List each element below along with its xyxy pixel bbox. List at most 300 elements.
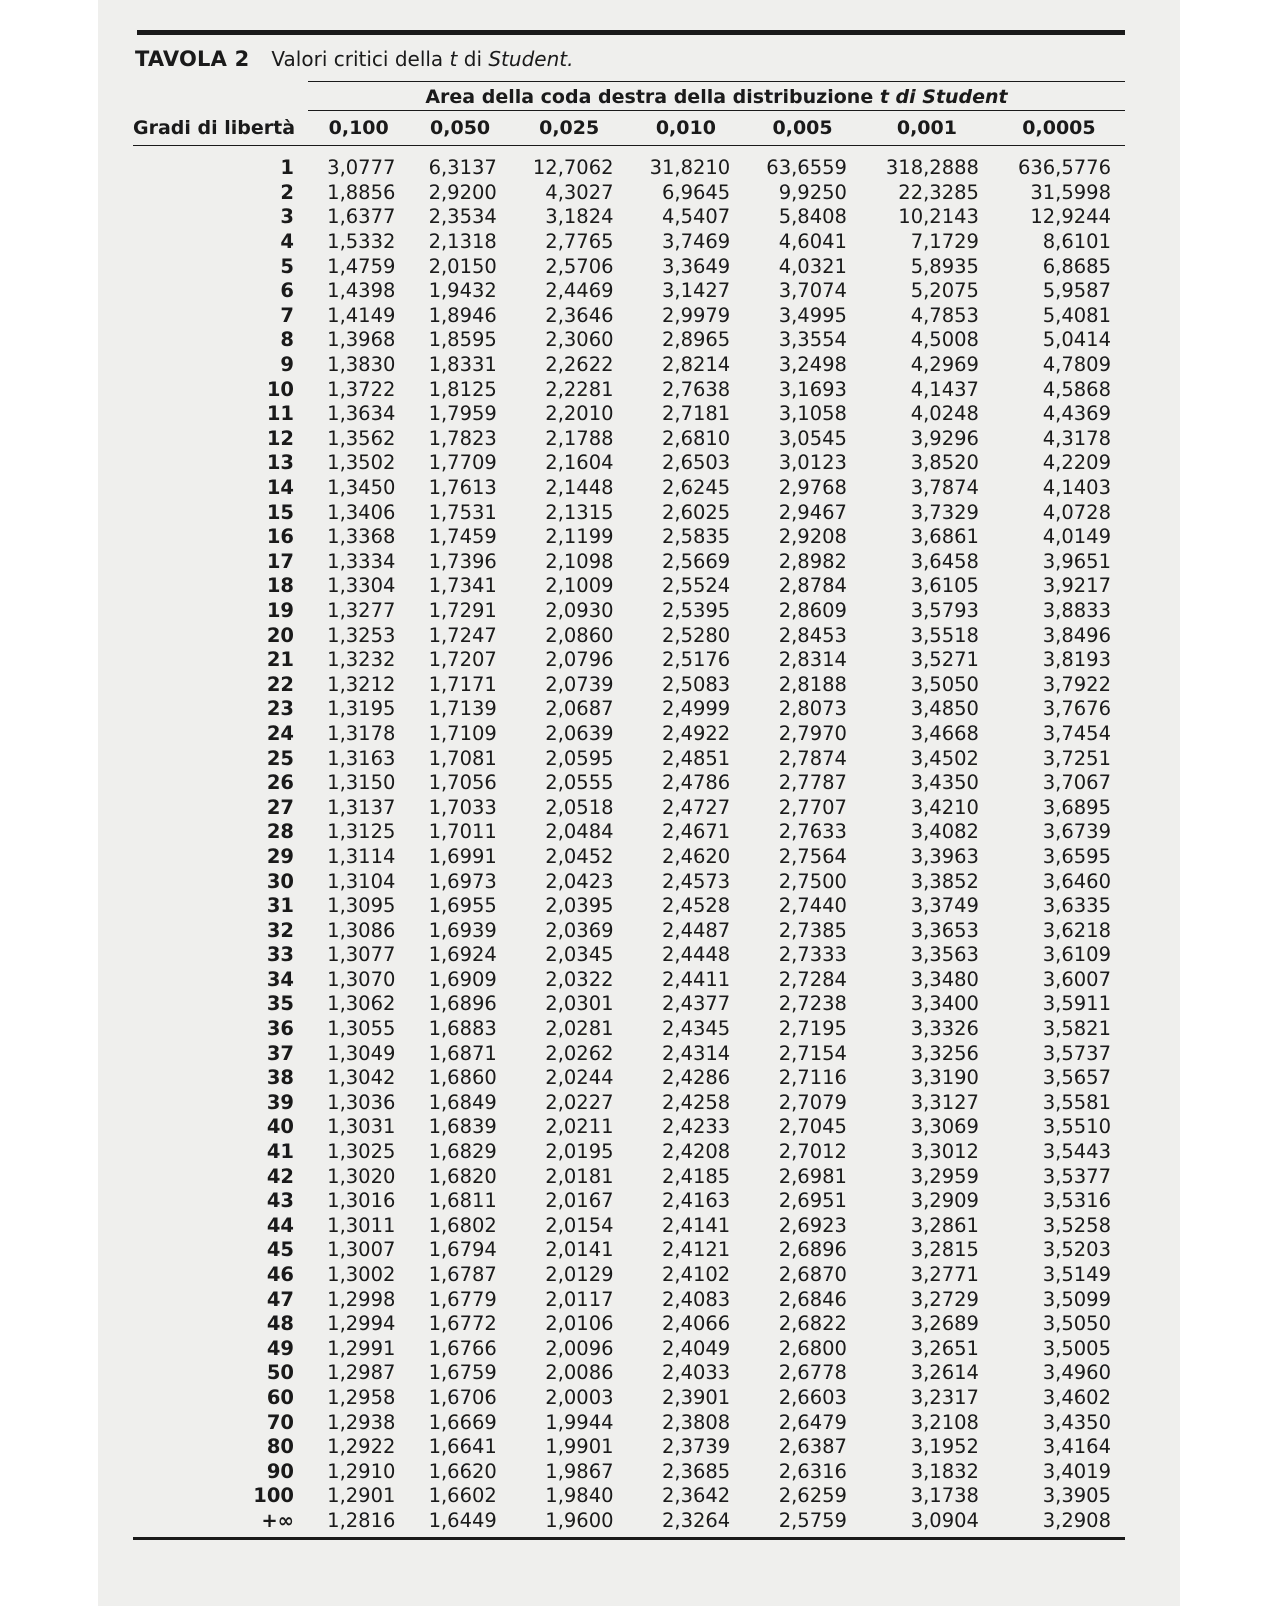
degrees-of-freedom-cell: 1 [280, 156, 294, 180]
critical-value-cell: 2,4083 [661, 1287, 731, 1311]
critical-value-cell: 3,4082 [910, 820, 979, 844]
critical-value-cell: 4,3178 [1042, 426, 1111, 450]
critical-value-cell: 3,3963 [910, 844, 979, 868]
critical-value-cell: 2,0106 [545, 1312, 614, 1336]
degrees-of-freedom-cell: 26 [266, 771, 294, 795]
critical-value-cell: 2,6387 [778, 1435, 847, 1459]
critical-value-cell: 4,1437 [910, 377, 979, 401]
table-row [133, 968, 1125, 993]
table-row [133, 697, 1125, 722]
degrees-of-freedom-cell: 31 [266, 894, 294, 918]
critical-value-cell: 2,4411 [661, 967, 731, 991]
critical-value-cell: 1,3253 [327, 623, 396, 647]
critical-value-cell: 5,8408 [778, 205, 847, 229]
degrees-of-freedom-cell: 10 [266, 377, 294, 401]
critical-value-cell: 2,5669 [661, 549, 731, 573]
critical-value-cell: 2,6503 [661, 451, 731, 475]
degrees-of-freedom-cell: 28 [266, 820, 294, 844]
critical-value-cell: 1,3031 [327, 1115, 396, 1139]
degrees-of-freedom-cell: 20 [266, 623, 294, 647]
critical-value-cell: 3,1058 [778, 402, 847, 426]
degrees-of-freedom-cell: 8 [280, 328, 294, 352]
critical-value-cell: 3,6335 [1042, 894, 1111, 918]
critical-value-cell: 2,8453 [778, 623, 847, 647]
critical-value-cell: 1,9432 [428, 279, 497, 303]
table-number: TAVOLA 2 [135, 47, 250, 71]
critical-value-cell: 1,7081 [428, 746, 497, 770]
critical-value-cell: 2,4345 [661, 1017, 731, 1041]
critical-value-cell: 2,6316 [778, 1459, 847, 1483]
critical-value-cell: 3,3400 [910, 992, 979, 1016]
critical-value-cell: 4,5008 [910, 328, 979, 352]
critical-value-cell: 2,9208 [778, 525, 847, 549]
critical-value-cell: 2,7116 [778, 1066, 847, 1090]
critical-value-cell: 1,3070 [327, 967, 396, 991]
degrees-of-freedom-cell: 34 [266, 967, 294, 991]
table-row [133, 402, 1125, 427]
degrees-of-freedom-cell: 11 [266, 402, 294, 426]
critical-value-cell: 2,3685 [661, 1459, 731, 1483]
critical-value-cell: 1,7207 [428, 648, 497, 672]
table-row [133, 1484, 1125, 1509]
critical-value-cell: 3,2614 [910, 1361, 979, 1385]
critical-value-cell: 4,6041 [778, 230, 847, 254]
critical-value-cell: 1,6955 [428, 894, 497, 918]
critical-value-cell: 2,5083 [661, 672, 731, 696]
critical-value-cell: 2,6810 [661, 426, 731, 450]
critical-value-cell: 2,7154 [778, 1041, 847, 1065]
critical-value-cell: 2,7440 [778, 894, 847, 918]
table-row [133, 1017, 1125, 1042]
critical-value-cell: 1,7109 [428, 721, 497, 745]
critical-value-cell: 1,8856 [327, 180, 396, 204]
critical-value-cell: 1,3163 [327, 746, 396, 770]
critical-value-cell: 3,9217 [1042, 574, 1111, 598]
degrees-of-freedom-cell: 50 [266, 1361, 294, 1385]
critical-value-cell: 2,3264 [661, 1508, 731, 1532]
critical-value-cell: 1,2958 [327, 1385, 396, 1409]
critical-value-cell: 2,0086 [545, 1361, 614, 1385]
critical-value-cell: 1,6860 [428, 1066, 497, 1090]
critical-value-cell: 1,3086 [327, 918, 396, 942]
critical-value-cell: 1,6973 [428, 869, 497, 893]
critical-value-cell: 3,4502 [910, 746, 979, 770]
degrees-of-freedom-cell: 38 [266, 1066, 294, 1090]
critical-value-cell: 2,0452 [545, 844, 614, 868]
critical-value-cell: 3,2771 [910, 1263, 979, 1287]
critical-value-cell: 1,6991 [428, 844, 497, 868]
critical-value-cell: 1,6839 [428, 1115, 497, 1139]
critical-value-cell: 2,0930 [545, 598, 614, 622]
critical-value-cell: 2,0167 [545, 1189, 614, 1213]
critical-value-cell: 318,2888 [885, 156, 979, 180]
table-row [133, 279, 1125, 304]
degrees-of-freedom-cell: 27 [266, 795, 294, 819]
critical-value-cell: 1,2901 [327, 1484, 396, 1508]
critical-value-cell: 3,5793 [910, 598, 979, 622]
critical-value-cell: 6,8685 [1042, 254, 1111, 278]
table-row [133, 1435, 1125, 1460]
critical-value-cell: 2,8965 [661, 328, 731, 352]
critical-value-cell: 22,3285 [898, 180, 979, 204]
degrees-of-freedom-cell: 70 [266, 1410, 294, 1434]
degrees-of-freedom-cell: 3 [280, 205, 294, 229]
critical-value-cell: 3,0904 [910, 1508, 979, 1532]
critical-value-cell: 2,1788 [545, 426, 614, 450]
critical-value-cell: 3,5657 [1042, 1066, 1111, 1090]
critical-value-cell: 1,6909 [428, 967, 497, 991]
critical-value-cell: 2,4448 [661, 943, 731, 967]
critical-value-cell: 1,7033 [428, 795, 497, 819]
critical-value-cell: 2,4786 [661, 771, 731, 795]
critical-value-cell: 3,6109 [1042, 943, 1111, 967]
t-critical-values-table [133, 111, 1125, 1533]
critical-value-cell: 2,0244 [545, 1066, 614, 1090]
critical-value-cell: 2,4922 [661, 721, 731, 745]
critical-value-cell: 2,6479 [778, 1410, 847, 1434]
critical-value-cell: 2,8073 [778, 697, 847, 721]
critical-value-cell: 1,8595 [428, 328, 497, 352]
df-column-header: Gradi di libertà [133, 111, 308, 146]
critical-value-cell: 3,6595 [1042, 844, 1111, 868]
critical-value-cell: 2,7638 [661, 377, 731, 401]
degrees-of-freedom-cell: 19 [266, 598, 294, 622]
critical-value-cell: 2,1604 [545, 451, 614, 475]
critical-value-cell: 2,8609 [778, 598, 847, 622]
critical-value-cell: 2,0150 [428, 254, 497, 278]
critical-value-cell: 1,7011 [428, 820, 497, 844]
critical-value-cell: 1,4759 [327, 254, 396, 278]
table-row [133, 427, 1125, 452]
critical-value-cell: 3,4668 [910, 721, 979, 745]
critical-value-cell: 2,4121 [661, 1238, 731, 1262]
critical-value-cell: 3,4164 [1042, 1435, 1111, 1459]
critical-value-cell: 1,8125 [428, 377, 497, 401]
degrees-of-freedom-cell: +∞ [261, 1508, 294, 1532]
critical-value-cell: 2,1315 [545, 500, 614, 524]
critical-value-cell: 1,3212 [327, 672, 396, 696]
critical-value-cell: 2,4528 [661, 894, 731, 918]
critical-value-cell: 2,7079 [778, 1090, 847, 1114]
critical-value-cell: 2,0484 [545, 820, 614, 844]
critical-value-cell: 2,4033 [661, 1361, 731, 1385]
critical-value-cell: 4,0248 [910, 402, 979, 426]
critical-value-cell: 2,8314 [778, 648, 847, 672]
table-row [133, 550, 1125, 575]
critical-value-cell: 4,2969 [910, 353, 979, 377]
critical-value-cell: 636,5776 [1017, 156, 1111, 180]
critical-value-cell: 1,3062 [327, 992, 396, 1016]
critical-value-cell: 2,0117 [545, 1287, 614, 1311]
critical-value-cell: 31,8210 [649, 156, 731, 180]
critical-value-cell: 3,3190 [910, 1066, 979, 1090]
critical-value-cell: 5,0414 [1042, 328, 1111, 352]
critical-value-cell: 1,3150 [327, 771, 396, 795]
table-row [133, 771, 1125, 796]
critical-value-cell: 3,5005 [1042, 1336, 1111, 1360]
column-header: 0,050 [409, 111, 510, 146]
critical-value-cell: 1,6939 [428, 918, 497, 942]
degrees-of-freedom-cell: 32 [266, 918, 294, 942]
degrees-of-freedom-cell: 60 [266, 1385, 294, 1409]
critical-value-cell: 4,7853 [910, 303, 979, 327]
critical-value-cell: 1,7171 [428, 672, 497, 696]
critical-value-cell: 2,6981 [778, 1164, 847, 1188]
critical-value-cell: 3,5510 [1042, 1115, 1111, 1139]
critical-value-cell: 1,9600 [545, 1508, 614, 1532]
critical-value-cell: 2,6603 [778, 1385, 847, 1409]
degrees-of-freedom-cell: 9 [280, 353, 294, 377]
critical-value-cell: 2,6778 [778, 1361, 847, 1385]
table-row [133, 304, 1125, 329]
critical-value-cell: 3,2815 [910, 1238, 979, 1262]
critical-value-cell: 2,4286 [661, 1066, 731, 1090]
critical-value-cell: 2,7707 [778, 795, 847, 819]
table-row [133, 525, 1125, 550]
critical-value-cell: 1,6449 [428, 1508, 497, 1532]
critical-value-cell: 3,8833 [1042, 598, 1111, 622]
critical-value-cell: 2,4999 [661, 697, 731, 721]
critical-value-cell: 1,6811 [428, 1189, 497, 1213]
critical-value-cell: 2,6951 [778, 1189, 847, 1213]
critical-value-cell: 1,7291 [428, 598, 497, 622]
critical-value-cell: 2,0129 [545, 1263, 614, 1287]
table-row [133, 181, 1125, 206]
critical-value-cell: 2,6822 [778, 1312, 847, 1336]
critical-value-cell: 12,7062 [532, 156, 614, 180]
critical-value-cell: 2,6923 [778, 1213, 847, 1237]
critical-value-cell: 2,4487 [661, 918, 731, 942]
critical-value-cell: 3,6460 [1042, 869, 1111, 893]
critical-value-cell: 5,8935 [910, 254, 979, 278]
critical-value-cell: 63,6559 [766, 156, 847, 180]
critical-value-cell: 2,4185 [661, 1164, 731, 1188]
critical-value-cell: 2,4163 [661, 1189, 731, 1213]
table-row [133, 1189, 1125, 1214]
critical-value-cell: 4,3027 [545, 180, 614, 204]
critical-value-cell: 3,8193 [1042, 648, 1111, 672]
critical-value-cell: 1,6871 [428, 1041, 497, 1065]
critical-value-cell: 2,9768 [778, 476, 847, 500]
critical-value-cell: 3,5911 [1042, 992, 1111, 1016]
degrees-of-freedom-cell: 90 [266, 1459, 294, 1483]
critical-value-cell: 2,6025 [661, 500, 731, 524]
critical-value-cell: 2,0211 [545, 1115, 614, 1139]
degrees-of-freedom-cell: 2 [280, 180, 294, 204]
column-group-header: Area della coda destra della distribuzione t di Student [308, 81, 1125, 111]
degrees-of-freedom-cell: 39 [266, 1090, 294, 1114]
critical-value-cell: 4,7809 [1042, 353, 1111, 377]
degrees-of-freedom-cell: 23 [266, 697, 294, 721]
critical-value-cell: 2,0739 [545, 672, 614, 696]
critical-value-cell: 1,4398 [327, 279, 396, 303]
critical-value-cell: 3,7874 [910, 476, 979, 500]
critical-value-cell: 31,5998 [1030, 180, 1111, 204]
table-row [133, 1066, 1125, 1091]
critical-value-cell: 2,3642 [661, 1484, 731, 1508]
table-row [133, 869, 1125, 894]
critical-value-cell: 2,6800 [778, 1336, 847, 1360]
degrees-of-freedom-cell: 21 [266, 648, 294, 672]
critical-value-cell: 2,4573 [661, 869, 731, 893]
critical-value-cell: 3,6861 [910, 525, 979, 549]
critical-value-cell: 2,0369 [545, 918, 614, 942]
degrees-of-freedom-cell: 49 [266, 1336, 294, 1360]
degrees-of-freedom-cell: 29 [266, 844, 294, 868]
critical-value-cell: 2,1448 [545, 476, 614, 500]
critical-value-cell: 2,0345 [545, 943, 614, 967]
critical-value-cell: 1,6641 [428, 1435, 497, 1459]
critical-value-cell: 2,4727 [661, 795, 731, 819]
table-row [133, 1214, 1125, 1239]
critical-value-cell: 3,5099 [1042, 1287, 1111, 1311]
critical-value-cell: 3,2651 [910, 1336, 979, 1360]
critical-value-cell: 3,5271 [910, 648, 979, 672]
critical-value-cell: 2,0195 [545, 1140, 614, 1164]
table-row [133, 845, 1125, 870]
column-header: 0,0005 [993, 111, 1125, 146]
table-row [133, 1361, 1125, 1386]
degrees-of-freedom-cell: 100 [253, 1484, 294, 1508]
critical-value-cell: 1,4149 [327, 303, 396, 327]
critical-value-cell: 1,3025 [327, 1140, 396, 1164]
critical-value-cell: 2,2622 [545, 353, 614, 377]
critical-value-cell: 2,4620 [661, 844, 731, 868]
critical-value-cell: 3,5821 [1042, 1017, 1111, 1041]
table-row [133, 230, 1125, 255]
critical-value-cell: 2,7333 [778, 943, 847, 967]
critical-value-cell: 1,2991 [327, 1336, 396, 1360]
critical-value-cell: 1,3137 [327, 795, 396, 819]
critical-value-cell: 2,7012 [778, 1140, 847, 1164]
critical-value-cell: 2,4671 [661, 820, 731, 844]
critical-value-cell: 3,7251 [1042, 746, 1111, 770]
critical-value-cell: 1,2816 [327, 1508, 396, 1532]
critical-value-cell: 3,3256 [910, 1041, 979, 1065]
critical-value-cell: 3,5377 [1042, 1164, 1111, 1188]
critical-value-cell: 3,2317 [910, 1385, 979, 1409]
critical-value-cell: 1,3830 [327, 353, 396, 377]
critical-value-cell: 3,7074 [778, 279, 847, 303]
critical-value-cell: 3,2909 [910, 1189, 979, 1213]
critical-value-cell: 3,6007 [1042, 967, 1111, 991]
critical-value-cell: 2,3739 [661, 1435, 731, 1459]
critical-value-cell: 2,4377 [661, 992, 731, 1016]
critical-value-cell: 2,9979 [661, 303, 731, 327]
critical-value-cell: 3,3326 [910, 1017, 979, 1041]
critical-value-cell: 2,7564 [778, 844, 847, 868]
degrees-of-freedom-cell: 40 [266, 1115, 294, 1139]
degrees-of-freedom-cell: 45 [266, 1238, 294, 1262]
critical-value-cell: 1,3104 [327, 869, 396, 893]
critical-value-cell: 3,2689 [910, 1312, 979, 1336]
critical-value-cell: 2,9467 [778, 500, 847, 524]
critical-value-cell: 3,3653 [910, 918, 979, 942]
column-header: 0,001 [861, 111, 993, 146]
critical-value-cell: 1,6802 [428, 1213, 497, 1237]
critical-value-cell: 2,3808 [661, 1410, 731, 1434]
critical-value-cell: 6,3137 [428, 156, 497, 180]
critical-value-cell: 1,3968 [327, 328, 396, 352]
table-row [133, 1386, 1125, 1411]
critical-value-cell: 2,0518 [545, 795, 614, 819]
critical-value-cell: 3,3554 [778, 328, 847, 352]
table-row [133, 1164, 1125, 1189]
critical-value-cell: 3,3852 [910, 869, 979, 893]
degrees-of-freedom-cell: 36 [266, 1017, 294, 1041]
degrees-of-freedom-cell: 7 [280, 303, 294, 327]
critical-value-cell: 2,0423 [545, 869, 614, 893]
critical-value-cell: 2,7633 [778, 820, 847, 844]
degrees-of-freedom-cell: 30 [266, 869, 294, 893]
table-row [133, 623, 1125, 648]
critical-value-cell: 2,4049 [661, 1336, 731, 1360]
critical-value-cell: 3,1824 [545, 205, 614, 229]
critical-value-cell: 1,6779 [428, 1287, 497, 1311]
critical-value-cell: 3,4960 [1042, 1361, 1111, 1385]
critical-value-cell: 4,1403 [1042, 476, 1111, 500]
degrees-of-freedom-cell: 44 [266, 1213, 294, 1237]
bottom-rule [133, 1537, 1125, 1540]
critical-value-cell: 4,5868 [1042, 377, 1111, 401]
critical-value-cell: 1,7459 [428, 525, 497, 549]
critical-value-cell: 2,0301 [545, 992, 614, 1016]
critical-value-cell: 2,0227 [545, 1090, 614, 1114]
critical-value-cell: 2,5706 [545, 254, 614, 278]
critical-value-cell: 2,6259 [778, 1484, 847, 1508]
critical-value-cell: 3,7922 [1042, 672, 1111, 696]
table-row [133, 254, 1125, 279]
critical-value-cell: 2,4208 [661, 1140, 731, 1164]
degrees-of-freedom-cell: 15 [266, 500, 294, 524]
table-row [133, 451, 1125, 476]
degrees-of-freedom-cell: 42 [266, 1164, 294, 1188]
critical-value-cell: 7,1729 [910, 230, 979, 254]
table-title [133, 35, 1125, 81]
critical-value-cell: 3,5316 [1042, 1189, 1111, 1213]
critical-value-cell: 2,6846 [778, 1287, 847, 1311]
critical-value-cell: 1,9840 [545, 1484, 614, 1508]
critical-value-cell: 1,3232 [327, 648, 396, 672]
table-row [133, 377, 1125, 402]
critical-value-cell: 2,4066 [661, 1312, 731, 1336]
critical-value-cell: 3,6105 [910, 574, 979, 598]
degrees-of-freedom-cell: 43 [266, 1189, 294, 1213]
critical-value-cell: 2,7500 [778, 869, 847, 893]
critical-value-cell: 6,9645 [661, 180, 731, 204]
critical-value-cell: 2,7181 [661, 402, 731, 426]
critical-value-cell: 3,7469 [661, 230, 731, 254]
critical-value-cell: 3,5050 [1042, 1312, 1111, 1336]
table-row [133, 1263, 1125, 1288]
table-row [133, 943, 1125, 968]
degrees-of-freedom-cell: 5 [280, 254, 294, 278]
degrees-of-freedom-cell: 37 [266, 1041, 294, 1065]
critical-value-cell: 1,3077 [327, 943, 396, 967]
critical-value-cell: 1,3036 [327, 1090, 396, 1114]
table-sheet [133, 30, 1125, 1540]
critical-value-cell: 3,0123 [778, 451, 847, 475]
critical-value-cell: 3,3069 [910, 1115, 979, 1139]
column-header: 0,010 [628, 111, 745, 146]
critical-value-cell: 2,7284 [778, 967, 847, 991]
column-header: 0,005 [744, 111, 861, 146]
critical-value-cell: 1,6602 [428, 1484, 497, 1508]
critical-value-cell: 2,0687 [545, 697, 614, 721]
critical-value-cell: 3,9296 [910, 426, 979, 450]
critical-value-cell: 2,4102 [661, 1263, 731, 1287]
critical-value-cell: 1,3095 [327, 894, 396, 918]
